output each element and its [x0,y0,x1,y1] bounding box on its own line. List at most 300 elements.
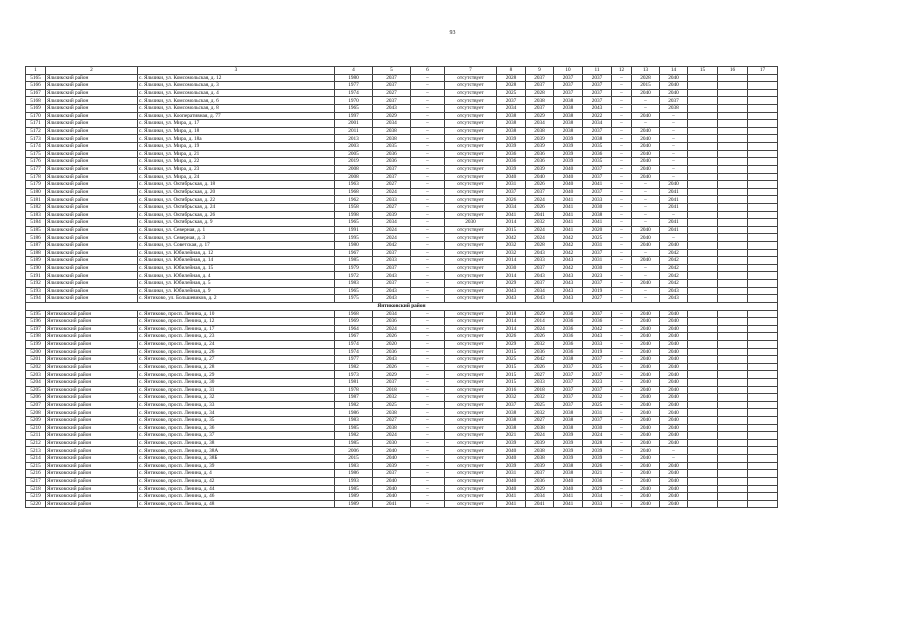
cell-col-13: 2040 [632,165,660,173]
cell-col-13: 2040 [632,371,660,379]
cell-col-12: – [612,417,632,425]
cell-col-1: 5169 [26,105,46,113]
cell-col-1: 5207 [26,401,46,409]
cell-col-11: 2034 [583,493,612,501]
cell-col-16 [718,135,748,143]
cell-col-15 [688,97,718,105]
cell-col-2: Яльчикский район [46,211,138,219]
cell-col-3: с. Янтиково, просп. Ленина, д. 38А [138,447,335,455]
cell-col-13: 2040 [632,333,660,341]
cell-col-11: 2030 [583,424,612,432]
cell-col-9: 2029 [526,112,554,120]
cell-col-12: – [612,340,632,348]
cell-col-15 [688,242,718,250]
cell-col-7: отсутствует [445,226,497,234]
cell-col-16 [718,432,748,440]
cell-col-5: 2027 [373,181,411,189]
cell-col-10: 2037 [554,371,583,379]
cell-col-5: 2027 [373,89,411,97]
cell-col-10: 2040 [554,485,583,493]
cell-col-12: – [612,409,632,417]
cell-col-10: 2038 [554,470,583,478]
cell-col-9: 2038 [526,447,554,455]
cell-col-14: 2042 [660,257,688,265]
cell-col-6: – [411,310,445,318]
cell-col-5: 2040 [373,493,411,501]
cell-col-7: отсутствует [445,295,497,303]
cell-col-1: 5196 [26,318,46,326]
cell-col-17 [748,135,778,143]
cell-col-12: – [612,493,632,501]
cell-col-6: – [411,188,445,196]
cell-col-11: 2037 [583,165,612,173]
cell-col-7: отсутствует [445,181,497,189]
table-row [26,112,778,120]
cell-col-3: с. Яльчики, ул. Октябрьская, д. 18 [138,181,335,189]
table-row [26,325,778,333]
cell-col-2: Яльчикский район [46,150,138,158]
cell-col-9: 2025 [526,401,554,409]
cell-col-2: Янтиковский район [46,378,138,386]
cell-col-6: – [411,485,445,493]
cell-col-6: – [411,447,445,455]
cell-col-1: 5168 [26,97,46,105]
cell-col-7: отсутствует [445,417,497,425]
cell-col-9: 2037 [526,264,554,272]
cell-col-5: 2037 [373,249,411,257]
cell-col-8: 2015 [497,348,526,356]
cell-col-8: 2043 [497,295,526,303]
table-row [26,378,778,386]
cell-col-2: Янтиковский район [46,462,138,470]
cell-col-14: – [660,135,688,143]
cell-col-12: – [612,120,632,128]
cell-col-16 [718,470,748,478]
cell-col-10: 2037 [554,394,583,402]
cell-col-9: 2032 [526,409,554,417]
table-row [26,318,778,326]
cell-col-12: – [612,318,632,326]
table-row [26,74,778,82]
cell-col-15 [688,287,718,295]
cell-col-16 [718,493,748,501]
cell-col-5: 2032 [373,394,411,402]
cell-col-15 [688,462,718,470]
cell-col-9: 2039 [526,165,554,173]
cell-col-1: 5218 [26,485,46,493]
cell-col-12: – [612,371,632,379]
cell-col-8: 2029 [497,280,526,288]
cell-col-6: – [411,97,445,105]
cell-col-16 [718,386,748,394]
cell-col-2: Яльчикский район [46,280,138,288]
cell-col-4: 1989 [335,500,373,508]
cell-col-15 [688,348,718,356]
cell-col-6: – [411,211,445,219]
cell-col-13: 2040 [632,340,660,348]
cell-col-10: 2037 [554,363,583,371]
cell-col-5: 2026 [373,363,411,371]
cell-col-14: 2040 [660,318,688,326]
cell-col-15 [688,112,718,120]
cell-col-12: – [612,112,632,120]
cell-col-3: с. Яльчики, ул. Кооперативная, д. 77 [138,112,335,120]
cell-col-7: отсутствует [445,447,497,455]
cell-col-5: 2029 [373,371,411,379]
cell-col-16 [718,394,748,402]
cell-col-10: 2043 [554,295,583,303]
cell-col-6: – [411,401,445,409]
cell-col-10: 2036 [554,340,583,348]
cell-col-15 [688,249,718,257]
cell-col-2: Яльчикский район [46,264,138,272]
cell-col-15 [688,424,718,432]
cell-col-5: 2043 [373,287,411,295]
cell-col-7: отсутствует [445,325,497,333]
cell-col-2: Яльчикский район [46,74,138,82]
cell-col-1: 5177 [26,165,46,173]
cell-col-9: 2033 [526,378,554,386]
cell-col-7: отсутствует [445,477,497,485]
cell-col-6: – [411,257,445,265]
cell-col-4: 1977 [335,82,373,90]
cell-col-14: 2040 [660,82,688,90]
cell-col-9: 2018 [526,386,554,394]
cell-col-4: 1965 [335,219,373,227]
cell-col-3: с. Янтиково, просп. Ленина, д. 35 [138,417,335,425]
cell-col-11: 2029 [583,485,612,493]
cell-col-11: 2036 [583,318,612,326]
table-row [26,188,778,196]
cell-col-15 [688,127,718,135]
cell-col-7: отсутствует [445,287,497,295]
cell-col-8: 2028 [497,74,526,82]
cell-col-10: 2037 [554,89,583,97]
cell-col-14: 2040 [660,333,688,341]
cell-col-13: 2040 [632,226,660,234]
cell-col-13: 2040 [632,424,660,432]
cell-col-13: 2040 [632,477,660,485]
cell-col-11: 2022 [583,112,612,120]
cell-col-5: 2038 [373,135,411,143]
cell-col-1: 1 [26,67,46,75]
cell-col-4: 1969 [335,318,373,326]
cell-col-9: 2024 [526,325,554,333]
cell-col-13: 2040 [632,356,660,364]
cell-col-3: с. Янтиково, просп. Ленина, д. 24 [138,340,335,348]
cell-col-2: Яльчикский район [46,249,138,257]
cell-col-1: 5214 [26,455,46,463]
cell-col-13: 2040 [632,325,660,333]
cell-col-9: 2034 [526,493,554,501]
cell-col-12: – [612,74,632,82]
cell-col-8: 2040 [497,173,526,181]
cell-col-14: – [660,143,688,151]
cell-col-11: 2037 [583,386,612,394]
cell-col-15 [688,257,718,265]
cell-col-12: – [612,89,632,97]
cell-col-10: 2037 [554,378,583,386]
cell-col-3: с. Яльчики, ул. Октябрьская, д. 22 [138,196,335,204]
cell-col-16 [718,165,748,173]
cell-col-11: 2041 [583,219,612,227]
cell-col-10: 2037 [554,82,583,90]
cell-col-10: 2043 [554,272,583,280]
cell-col-11: 2023 [583,272,612,280]
cell-col-11: 2036 [583,150,612,158]
cell-col-9: 2041 [526,500,554,508]
cell-col-10: 2036 [554,333,583,341]
cell-col-4: 1983 [335,462,373,470]
cell-col-13: 2040 [632,348,660,356]
cell-col-6: – [411,409,445,417]
cell-col-9: 2027 [526,371,554,379]
cell-col-2: Яльчикский район [46,158,138,166]
cell-col-2: Яльчикский район [46,181,138,189]
cell-col-10: 2039 [554,158,583,166]
cell-col-14: 2042 [660,280,688,288]
cell-col-6: – [411,432,445,440]
cell-col-3: с. Яльчики, ул. Юбилейная, д. 12 [138,249,335,257]
cell-col-14: 2040 [660,89,688,97]
cell-col-17 [748,477,778,485]
cell-col-15 [688,493,718,501]
cell-col-8: 2018 [497,310,526,318]
cell-col-17 [748,158,778,166]
cell-col-17 [748,462,778,470]
cell-col-14: – [660,234,688,242]
cell-col-3: с. Янтиково, просп. Ленина, д. 12 [138,318,335,326]
cell-col-11: 2035 [583,158,612,166]
cell-col-3: с. Яльчики, ул. Мира, д. 22 [138,158,335,166]
cell-col-16 [718,143,748,151]
cell-col-12: – [612,310,632,318]
cell-col-13: 2040 [632,493,660,501]
cell-col-10: 2042 [554,234,583,242]
table-row [26,165,778,173]
cell-col-15 [688,82,718,90]
cell-col-6: – [411,242,445,250]
cell-col-11: 2030 [583,203,612,211]
cell-col-10: 2036 [554,325,583,333]
cell-col-8: 2032 [497,394,526,402]
cell-col-11: 2038 [583,211,612,219]
cell-col-6: – [411,462,445,470]
cell-col-4: 1964 [335,325,373,333]
cell-col-9: 2014 [526,318,554,326]
cell-col-6: – [411,150,445,158]
cell-col-10: 2042 [554,242,583,250]
cell-col-11: 2037 [583,74,612,82]
cell-col-13: 2040 [632,112,660,120]
cell-col-17 [748,196,778,204]
cell-col-15 [688,89,718,97]
cell-col-4: 2008 [335,165,373,173]
table-row [26,127,778,135]
cell-col-11: 2033 [583,500,612,508]
cell-col-6: – [411,181,445,189]
cell-col-3: 3 [138,67,335,75]
cell-col-16 [718,181,748,189]
cell-col-8: 2014 [497,318,526,326]
cell-col-4: 2008 [335,173,373,181]
cell-col-14: 2040 [660,378,688,386]
cell-col-11: 2025 [583,401,612,409]
table-row [26,158,778,166]
cell-col-12: – [612,234,632,242]
cell-col-3: с. Яльчики, ул. Северная, д. 1 [138,226,335,234]
cell-col-6: – [411,386,445,394]
table-row [26,295,778,303]
cell-col-12: – [612,386,632,394]
cell-col-4: 2001 [335,120,373,128]
cell-col-8: 2041 [497,211,526,219]
cell-col-5: 2034 [373,120,411,128]
table-row [26,333,778,341]
cell-col-5: 2038 [373,127,411,135]
cell-col-5: 2037 [373,280,411,288]
cell-col-17 [748,143,778,151]
cell-col-6: – [411,348,445,356]
cell-col-13: – [632,188,660,196]
cell-col-8: 2025 [497,356,526,364]
cell-col-5: 2041 [373,500,411,508]
table-row [26,196,778,204]
cell-col-5: 2043 [373,295,411,303]
cell-col-14: 2040 [660,310,688,318]
cell-col-13: – [632,211,660,219]
cell-col-10: 2038 [554,97,583,105]
cell-col-17 [748,485,778,493]
cell-col-7: отсутствует [445,257,497,265]
cell-col-15 [688,158,718,166]
cell-col-10: 2038 [554,409,583,417]
cell-col-13: 2015 [632,82,660,90]
cell-col-4: 1982 [335,401,373,409]
cell-col-13: 2040 [632,127,660,135]
cell-col-5: 2037 [373,378,411,386]
cell-col-13: 2040 [632,234,660,242]
cell-col-12: – [612,181,632,189]
cell-col-2: Яльчикский район [46,173,138,181]
cell-col-3: с. Янтиково, просп. Ленина, д. 28 [138,363,335,371]
cell-col-4: 1985 [335,257,373,265]
cell-col-3: с. Янтиково, просп. Ленина, д. 38 [138,439,335,447]
cell-col-16: 16 [718,67,748,75]
cell-col-10: 2041 [554,500,583,508]
cell-col-16 [718,401,748,409]
cell-col-9: 2037 [526,470,554,478]
cell-col-8: 2041 [497,500,526,508]
cell-col-15 [688,143,718,151]
cell-col-17 [748,333,778,341]
cell-col-17 [748,188,778,196]
cell-col-6: – [411,280,445,288]
cell-col-14: 2040 [660,417,688,425]
cell-col-2: Яльчикский район [46,97,138,105]
cell-col-11: 2037 [583,89,612,97]
cell-col-13: 2040 [632,280,660,288]
cell-col-4: 1975 [335,295,373,303]
cell-col-7: отсутствует [445,272,497,280]
cell-col-1: 5172 [26,127,46,135]
cell-col-12: – [612,447,632,455]
cell-col-11: 2037 [583,173,612,181]
cell-col-7: отсутствует [445,158,497,166]
cell-col-11: 2033 [583,340,612,348]
cell-col-14: 2041 [660,203,688,211]
cell-col-6: – [411,439,445,447]
cell-col-16 [718,226,748,234]
cell-col-10: 2039 [554,135,583,143]
cell-col-1: 5165 [26,74,46,82]
cell-col-5: 2034 [373,310,411,318]
cell-col-2: Янтиковский район [46,417,138,425]
cell-col-2: Янтиковский район [46,386,138,394]
cell-col-9: 2033 [526,257,554,265]
cell-col-14: – [660,150,688,158]
cell-col-3: с. Яльчики, ул. Октябрьская, д. 20 [138,188,335,196]
cell-col-15 [688,203,718,211]
cell-col-15 [688,417,718,425]
cell-col-4: 2003 [335,143,373,151]
cell-col-10: 2040 [554,181,583,189]
cell-col-16 [718,485,748,493]
cell-col-1: 5217 [26,477,46,485]
cell-col-17 [748,470,778,478]
cell-col-2: Яльчикский район [46,234,138,242]
cell-col-3: с. Яльчики, ул. Комсомольская, д. 6 [138,97,335,105]
cell-col-16 [718,196,748,204]
cell-col-5: 2040 [373,447,411,455]
cell-col-11: 2037 [583,371,612,379]
cell-col-13: – [632,120,660,128]
cell-col-8: 2028 [497,82,526,90]
cell-col-7: отсутствует [445,264,497,272]
cell-col-17 [748,234,778,242]
cell-col-10: 2038 [554,105,583,113]
cell-col-13: 2040 [632,447,660,455]
cell-col-12: – [612,127,632,135]
cell-col-2: Яльчикский район [46,188,138,196]
cell-col-4: 1982 [335,363,373,371]
cell-col-9: 2026 [526,363,554,371]
cell-col-2: Янтиковский район [46,333,138,341]
table-row [26,203,778,211]
cell-col-4: 1981 [335,378,373,386]
cell-col-16 [718,112,748,120]
cell-col-3: с. Янтиково, просп. Ленина, д. 44 [138,485,335,493]
cell-col-2: Яльчикский район [46,196,138,204]
cell-col-7: отсутствует [445,462,497,470]
cell-col-12: – [612,165,632,173]
cell-col-15 [688,105,718,113]
cell-col-10: 2038 [554,112,583,120]
cell-col-17 [748,203,778,211]
cell-col-9: 2034 [526,120,554,128]
cell-col-14: 2040 [660,363,688,371]
cell-col-3: с. Яльчики, ул. Северная, д. 3 [138,234,335,242]
cell-col-1: 5209 [26,417,46,425]
cell-col-7: отсутствует [445,74,497,82]
table-row [26,181,778,189]
cell-col-5: 2037 [373,264,411,272]
cell-col-11: 2037 [583,127,612,135]
cell-col-11: 2031 [583,257,612,265]
cell-col-17 [748,120,778,128]
cell-col-5: 2035 [373,143,411,151]
cell-col-4: 2005 [335,150,373,158]
